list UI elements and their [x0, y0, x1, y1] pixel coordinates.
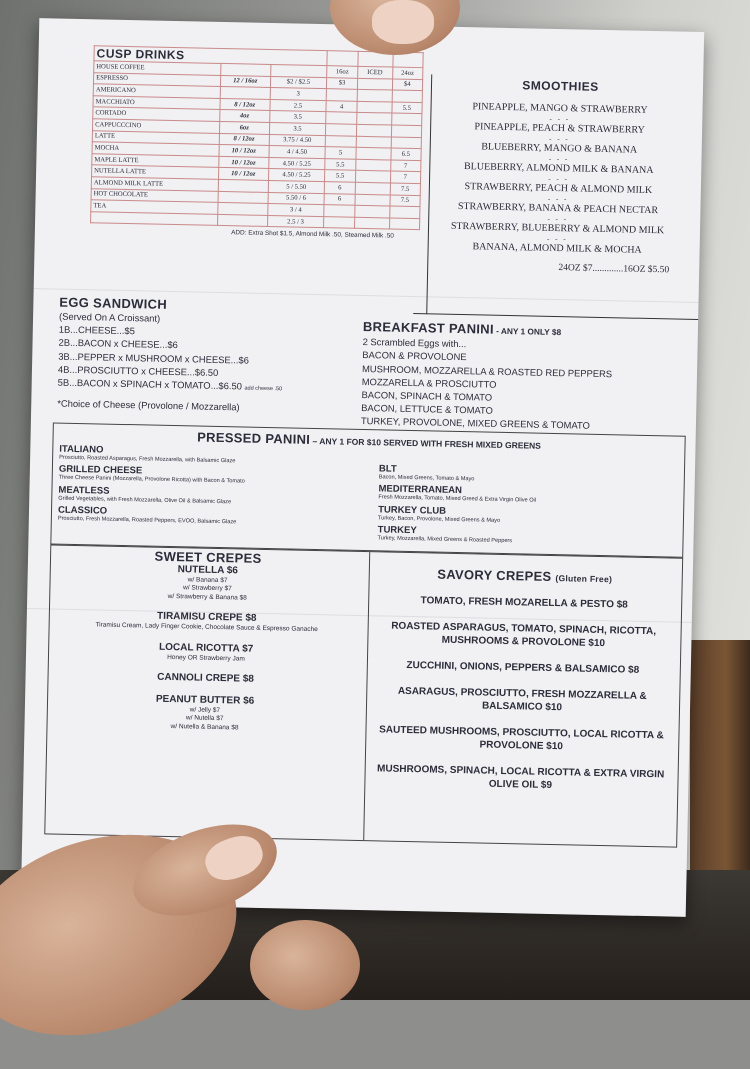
drink-price: 4 / 4.50 — [269, 146, 326, 159]
egg-item: 1B...CHEESE...$5 — [58, 323, 136, 337]
drinks-table — [90, 45, 424, 240]
drink-size: 12 / 16oz — [220, 75, 270, 88]
savory-crepe-item: ROASTED ASPARAGUS, TOMATO, SPINACH, RICOTTA, MUSHROOMS & PROVOLONE $10 — [391, 620, 657, 650]
smoothie-item: PINEAPPLE, PEACH & STRAWBERRY — [474, 121, 645, 136]
drink-price: 3.75 / 4.50 — [269, 134, 326, 147]
drink-price: 5.50 / 6 — [268, 192, 325, 205]
drink-price-iced — [355, 171, 390, 183]
drink-price-24oz: 7.5 — [389, 195, 420, 207]
drink-size: 10 / 12oz — [218, 168, 268, 181]
drink-price-iced — [356, 113, 391, 125]
drink-price-24oz: 7 — [390, 160, 421, 172]
smoothies-price: 24OZ $7.............16OZ $5.50 — [558, 263, 670, 276]
drink-name: LATTE — [92, 130, 219, 144]
drink-name: MOCHA — [92, 142, 219, 156]
bottom-fingers — [250, 920, 360, 1010]
drink-price-16oz: 5 — [325, 147, 356, 159]
savory-crepe-item: TOMATO, FRESH MOZARELLA & PESTO $8 — [420, 595, 628, 611]
drink-price-iced — [355, 194, 390, 206]
smoothie-item: PINEAPPLE, MANGO & STRAWBERRY — [472, 101, 648, 116]
drink-name: MACCHIATO — [93, 96, 220, 110]
panini-description: Bacon, Mixed Greens, Tomato & Mayo — [378, 474, 475, 483]
panini-description: Prosciutto, Fresh Mozzarella, Roasted Peppers, EVOO, Balsamic Glaze — [57, 515, 237, 526]
add-cheese-note: add cheese .50 — [244, 385, 283, 393]
top-thumbnail — [372, 0, 434, 44]
drink-price: $2 / $2.5 — [270, 76, 327, 89]
drink-name: CAPPUCCCINO — [93, 119, 220, 133]
drink-name: AMERICANO — [93, 84, 220, 98]
gluten-free-note: (Gluten Free) — [555, 573, 613, 585]
drink-size: 8 / 12oz — [219, 133, 269, 146]
drink-price-iced — [357, 101, 392, 113]
pressed-panini-section — [50, 423, 685, 558]
smoothie-separator: - - - — [548, 154, 570, 164]
smoothie-item: STRAWBERRY, BLUEBERRY & ALMOND MILK — [450, 220, 665, 237]
drink-price-24oz — [389, 218, 420, 230]
drink-size: 6oz — [219, 121, 269, 134]
drink-price-iced — [357, 89, 392, 101]
drink-price-16oz — [324, 205, 355, 217]
drink-price: 3 — [270, 88, 327, 101]
drink-price: 3.5 — [269, 111, 326, 124]
egg-item: 3B...PEPPER x MUSHROOM x CHEESE...$6 — [58, 350, 250, 366]
savory-crepe-item: SAUTEED MUSHROOMS, PROSCIUTTO, LOCAL RICOTTA & PROVOLONE $10 — [379, 724, 664, 753]
panini-name: ITALIANO — [59, 443, 104, 456]
drink-price-24oz: 5.5 — [391, 102, 422, 114]
drinks-add-note: ADD: Extra Shot $1.5, Almond Milk .50, Steamed Milk .50 — [231, 229, 394, 240]
drink-price-16oz — [324, 216, 355, 228]
drink-size: 4oz — [219, 110, 269, 123]
drink-price-iced — [356, 124, 391, 136]
drink-size — [218, 179, 268, 192]
smoothie-separator: - - - — [548, 174, 569, 184]
egg-sandwich-subtitle: (Served On A Croissant) — [58, 310, 161, 324]
drink-size: 10 / 12oz — [218, 156, 268, 169]
egg-item: 5B...BACON x SPINACH x TOMATO...$6.50 add cheese .50 — [57, 376, 283, 393]
drink-name — [91, 211, 218, 225]
savory-crepes-title: SAVORY CREPES — [437, 566, 552, 584]
egg-sandwich-section — [57, 296, 379, 417]
sweet-crepe-name: CANNOLI CREPE $8 — [157, 671, 254, 685]
breakfast-panini-item: TURKEY, PROVOLONE, MIXED GREENS & TOMATO — [360, 415, 590, 432]
smoothie-item: BANANA, ALMOND MILK & MOCHA — [472, 241, 642, 256]
drink-price-iced — [355, 182, 390, 194]
drink-size — [218, 203, 268, 216]
drink-price-16oz: 6 — [325, 182, 356, 194]
cheese-choice-note: *Choice of Cheese (Provolone / Mozzarella) — [57, 397, 240, 413]
panini-description: Fresh Mozzarella, Tomato, Mixed Greed & Extra Virgin Olive Oil — [378, 494, 537, 505]
drink-price-24oz: 24oz — [392, 67, 423, 79]
smoothie-separator: - - - — [549, 134, 570, 144]
drink-price-iced — [355, 159, 390, 171]
drink-price: 2.5 — [270, 99, 327, 112]
pressed-panini-subtitle: – ANY 1 FOR $10 SERVED WITH FRESH MIXED GREENS — [310, 435, 542, 451]
smoothie-separator: - - - — [547, 194, 569, 204]
smoothie-item: STRAWBERRY, BANANA & PEACH NECTAR — [457, 200, 659, 217]
drink-price-24oz — [391, 113, 422, 125]
drink-price-iced: ICED — [357, 66, 392, 78]
drink-price-24oz — [391, 137, 422, 149]
drink-price: 5 / 5.50 — [268, 180, 325, 193]
drink-name: ESPRESSO — [93, 72, 220, 86]
sweet-crepe-option: Tiramisu Cream, Lady Finger Cookie, Chocolate Sauce & Espresso Ganache — [95, 621, 318, 634]
egg-item: 4B...PROSCIUTTO x CHEESE...$6.50 — [57, 363, 219, 378]
drink-price-16oz: $3 — [327, 77, 358, 89]
drink-name: MAPLE LATTE — [92, 154, 219, 168]
smoothie-item: BLUEBERRY, MANGO & BANANA — [481, 141, 638, 156]
egg-sandwich-title: EGG SANDWICH — [59, 294, 168, 312]
drink-price-16oz: 4 — [326, 100, 357, 112]
sweet-crepe-option: w/ Strawberry $7 — [182, 584, 232, 593]
drink-name: NUTELLA LATTE — [92, 165, 219, 179]
drink-price: 4.50 / 5.25 — [268, 169, 325, 182]
breakfast-panini-item: BACON & PROVOLONE — [362, 349, 467, 363]
pressed-panini-title: PRESSED PANINI — [197, 429, 311, 447]
smoothies-section — [424, 76, 693, 276]
drink-price-16oz — [326, 89, 357, 101]
sweet-crepe-name: NUTELLA $6 — [177, 564, 239, 577]
drink-price-iced — [354, 205, 389, 217]
panini-name: TURKEY — [377, 524, 417, 537]
smoothie-separator: - - - — [549, 114, 571, 124]
drink-price-24oz: $4 — [392, 79, 423, 91]
drink-price-24oz — [389, 206, 420, 218]
drink-price-24oz — [391, 125, 422, 137]
section-divider — [413, 313, 698, 320]
drink-price-16oz: 6 — [324, 193, 355, 205]
drink-name: HOUSE COFFEE — [94, 61, 221, 75]
drink-price: 2.5 / 3 — [267, 215, 324, 228]
panini-description: Turkey, Bacon, Provolone, Mixed Greens & Mayo — [377, 515, 501, 524]
drink-name: CORTADO — [93, 107, 220, 121]
savory-crepe-item: ASARAGUS, PROSCIUTTO, FRESH MOZZARELLA & BALSAMICO $10 — [397, 685, 647, 714]
panini-name: MEATLESS — [58, 484, 110, 497]
drink-size: 8 / 12oz — [220, 98, 270, 111]
drink-size — [220, 63, 270, 76]
sweet-crepe-name: PEANUT BUTTER $6 — [155, 693, 255, 707]
drink-price-iced — [356, 147, 391, 159]
sweet-crepe-option: w/ Strawberry & Banana $8 — [167, 592, 247, 602]
drink-price: 3.5 — [269, 122, 326, 135]
sweet-crepes-title: SWEET CREPES — [154, 548, 262, 566]
menu-sheet — [21, 18, 704, 917]
panini-description: Three Cheese Panini (Mozzarella, Provolone Ricotta) with Bacon & Tomato — [58, 475, 245, 485]
breakfast-panini-title: BREAKFAST PANINI — [362, 318, 495, 337]
smoothies-title: SMOOTHIES — [522, 78, 599, 94]
smoothie-separator: - - - — [547, 214, 569, 224]
drink-price-16oz: 16oz — [327, 66, 358, 78]
drink-name: ALMOND MILK LATTE — [91, 177, 218, 191]
breakfast-panini-item: BACON, SPINACH & TOMATO — [361, 388, 493, 403]
breakfast-panini-item: MOZZARELLA & PROSCIUTTO — [361, 375, 497, 390]
sweet-crepe-option: w/ Nutella $7 — [185, 714, 224, 723]
smoothie-item: BLUEBERRY, ALMOND MILK & BANANA — [463, 161, 654, 177]
sweet-crepe-option: w/ Nutella & Banana $8 — [170, 722, 239, 732]
panini-description: Turkey, Mozzarella, Mixed Greens & Roasted Peppers — [377, 535, 513, 545]
sweet-crepe-option: w/ Banana $7 — [187, 576, 228, 585]
drink-price: 3 / 4 — [267, 204, 324, 217]
breakfast-panini-item: MUSHROOM, MOZZARELLA & ROASTED RED PEPPERS — [361, 362, 613, 379]
panini-description: Grilled Vegetables, with Fresh Mozzarella, Olive Oil & Balsamic Glaze — [58, 495, 232, 506]
savory-crepe-item: ZUCCHINI, ONIONS, PEPPERS & BALSAMICO $8 — [406, 659, 640, 676]
drink-price-iced — [357, 78, 392, 90]
drink-size: 10 / 12oz — [219, 145, 269, 158]
savory-crepes-section — [365, 565, 680, 794]
pressed-right-column — [377, 463, 679, 551]
pressed-left-column — [58, 444, 380, 532]
drink-price: 4.50 / 5.25 — [268, 157, 325, 170]
drink-price-16oz: 5.5 — [325, 158, 356, 170]
sweet-crepes-section — [46, 546, 366, 735]
breakfast-panini-item: BACON, LETTUCE & TOMATO — [361, 402, 493, 416]
smoothie-item: STRAWBERRY, PEACH & ALMOND MILK — [464, 181, 653, 197]
drink-price-16oz — [325, 135, 356, 147]
drink-price-iced — [354, 217, 389, 229]
breakfast-panini-section — [361, 320, 693, 435]
panini-name: CLASSICO — [57, 504, 108, 517]
drink-size — [217, 214, 267, 227]
drink-price-24oz — [392, 90, 423, 102]
panini-description: Prosciutto, Roasted Asparagus, Fresh Mozzarella, with Balsamic Glaze — [59, 454, 236, 465]
sweet-crepe-option: Honey OR Strawberry Jam — [167, 653, 245, 663]
savory-crepe-item: MUSHROOMS, SPINACH, LOCAL RICOTTA & EXTRA VIRGIN OLIVE OIL $9 — [376, 763, 665, 792]
drink-price-16oz — [326, 112, 357, 124]
drink-price-iced — [356, 136, 391, 148]
drink-price-24oz: 6.5 — [390, 148, 421, 160]
drink-price-24oz: 7 — [390, 171, 421, 183]
drink-price-24oz: 7.5 — [390, 183, 421, 195]
breakfast-panini-item: 2 Scrambled Eggs with... — [362, 336, 467, 350]
panini-name: GRILLED CHEESE — [58, 464, 143, 477]
panini-name: MEDITERRANEAN — [378, 483, 463, 497]
drink-size — [218, 191, 268, 204]
sweet-crepe-option: w/ Jelly $7 — [189, 706, 221, 715]
egg-item: 2B...BACON x CHEESE...$6 — [58, 337, 178, 351]
smoothie-separator: - - - — [546, 234, 568, 244]
breakfast-panini-price: - ANY 1 ONLY $8 — [493, 325, 562, 338]
drinks-title: CUSP DRINKS — [94, 46, 328, 66]
drink-size — [220, 87, 270, 100]
drink-name: HOT CHOCOLATE — [91, 188, 218, 202]
sweet-crepe-name: TIRAMISU CREPE $8 — [156, 610, 257, 625]
panini-name: BLT — [378, 463, 397, 475]
sweet-crepe-name: LOCAL RICOTTA $7 — [158, 641, 254, 655]
drink-price-16oz: 5.5 — [325, 170, 356, 182]
panini-name: TURKEY CLUB — [378, 504, 447, 517]
drink-name: TEA — [91, 200, 218, 214]
drink-price-16oz — [326, 124, 357, 136]
